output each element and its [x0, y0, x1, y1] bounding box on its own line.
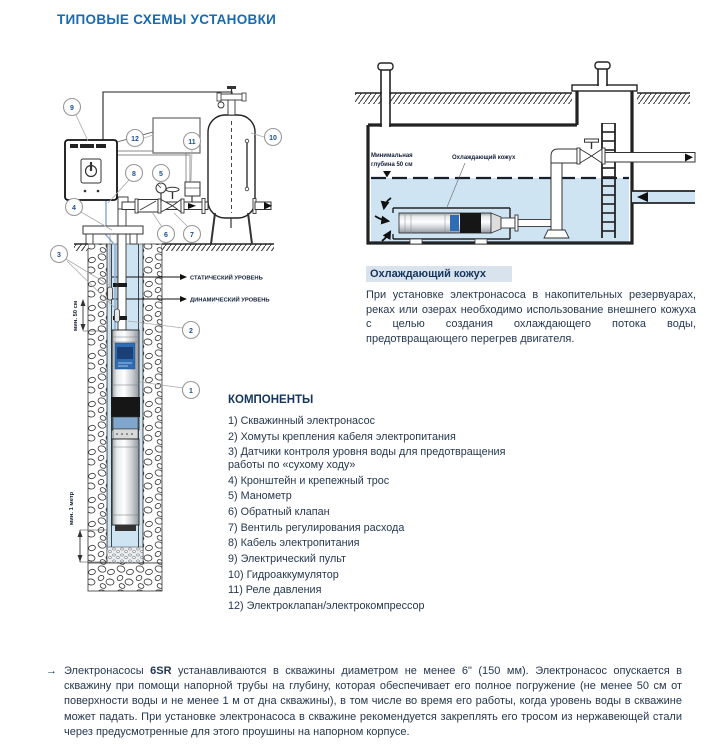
cooling-jacket-body: При установке электронасоса в накопительных резервуарах, реках или озерах необходимо использование внешнего кожуха с целью создания охлаждающего потока воды, предотвращающего перегрев двигателя.	[366, 289, 696, 345]
water-level-symbol	[383, 171, 391, 178]
page-title: ТИПОВЫЕ СХЕМЫ УСТАНОВКИ	[57, 12, 277, 27]
ground-surface	[355, 93, 690, 104]
submersible-pump	[111, 330, 140, 531]
wellhead-bracket	[83, 226, 143, 244]
svg-text:7: 7	[190, 231, 194, 239]
cooling-jacket-label: Охлаждающий кожух	[452, 155, 516, 161]
component-item: 10) Гидроаккумулятор	[228, 568, 339, 581]
inlet-pipe	[632, 191, 695, 203]
footnote-model: 6SR	[150, 665, 172, 677]
svg-text:10: 10	[269, 134, 277, 142]
svg-text:11: 11	[188, 138, 196, 146]
component-item: 8) Кабель электропитания	[228, 537, 360, 550]
component-item: 11) Реле давления	[228, 584, 322, 597]
callout-5	[153, 165, 170, 182]
pump-motor	[112, 439, 139, 525]
callout-10	[265, 129, 282, 146]
callout-2	[183, 322, 200, 339]
svg-text:2: 2	[189, 327, 193, 335]
dynamic-level-label: ДИНАМИЧЕСКИЙ УРОВЕНЬ	[190, 297, 270, 304]
callout-1	[183, 382, 200, 399]
component-item: 3) Датчики контроля уровня воды для предотвращения работы по «сухому ходу»	[228, 446, 506, 471]
callout-11	[184, 133, 201, 150]
callout-3	[51, 246, 68, 263]
electric-control-panel	[65, 140, 117, 200]
pump-label-sticker	[450, 215, 459, 231]
pump-coupling	[111, 397, 140, 417]
callout-4	[66, 199, 83, 216]
pressure-relay	[185, 182, 200, 202]
gate-valve	[580, 149, 592, 163]
vent-cap	[595, 62, 610, 69]
component-item: 12) Электроклапан/электрокомпрессор	[228, 600, 425, 613]
footnote	[46, 664, 682, 740]
component-item: 9) Электрический пульт	[228, 553, 346, 566]
svg-text:8: 8	[132, 170, 136, 178]
static-level-label: СТАТИЧЕСКИЙ УРОВЕНЬ	[190, 275, 263, 282]
cooling-jacket-section	[366, 264, 696, 346]
min-depth-label-line2: глубина 50 см	[371, 162, 413, 168]
reservoir-cooling-jacket-diagram	[355, 60, 700, 260]
callout-8	[126, 165, 143, 182]
svg-text:4: 4	[72, 204, 76, 212]
component-item: 2) Хомуты крепления кабеля электропитания	[228, 430, 456, 443]
svg-text:1: 1	[189, 387, 193, 395]
pressure-tank	[208, 86, 255, 244]
callout-6	[158, 226, 175, 243]
callout-7	[184, 226, 201, 243]
flow-regulation-valve	[161, 200, 173, 213]
footnote-text	[64, 664, 682, 740]
components-section	[228, 394, 530, 616]
footnote-rest: устанавливаются в скважины диаметром не менее 6" (150 мм). Электронасос опускается в скважину при помощи напорной трубы на глубину, которая обеспечивает его полное погружение (не менее 50 см от поверхности воды и не менее 1 м от дна скважины), в том числе во время его работы, когда уровень воды в скважине может падать. При установке электронасоса в скважине рекомендуется закреплять его тросом из нержавеющей стали через предусмотренные для этого проушины на напорном корпусе.	[64, 665, 682, 738]
svg-text:9: 9	[70, 104, 74, 112]
component-item: 4) Кронштейн и крепежный трос	[228, 474, 390, 487]
arrow-bullet-icon: →	[46, 665, 57, 677]
svg-text:3: 3	[57, 251, 61, 259]
component-item: 5) Манометр	[228, 490, 292, 503]
components-heading: КОМПОНЕНТЫ	[228, 394, 314, 406]
access-shaft	[580, 91, 630, 123]
component-item: 1) Скважинный электронасос	[228, 415, 375, 427]
vent-cap	[378, 63, 393, 70]
min-50cm-label: мин. 50 см	[73, 300, 79, 331]
svg-text:12: 12	[131, 135, 139, 143]
min-depth-label-line1: Минимальная	[371, 153, 413, 159]
callout-12	[127, 130, 144, 147]
tank-top-fitting	[220, 94, 243, 100]
callout-9	[64, 99, 81, 116]
cooling-jacket-heading: Охлаждающий кожух	[366, 266, 512, 282]
component-item: 6) Обратный клапан	[228, 506, 330, 519]
min-1m-label: мин. 1 метр	[69, 491, 75, 525]
component-item: 7) Вентиль регулирования расхода	[228, 521, 405, 534]
svg-text:6: 6	[164, 231, 168, 239]
svg-text:5: 5	[159, 170, 163, 178]
footnote-lead: Электронасосы	[64, 665, 151, 677]
